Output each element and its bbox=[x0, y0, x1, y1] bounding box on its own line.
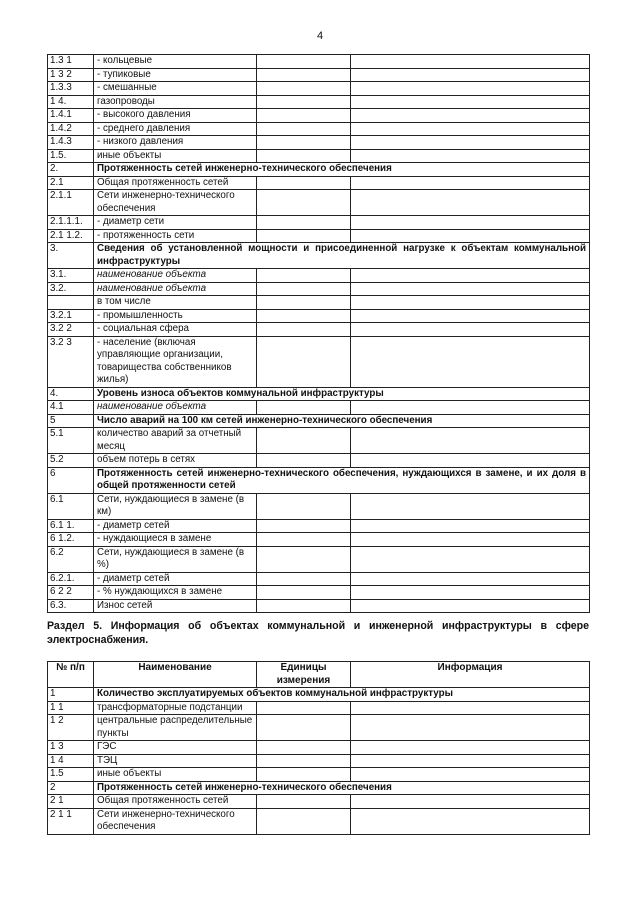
row-information bbox=[351, 296, 590, 310]
row-information bbox=[351, 493, 590, 519]
header-units: Единицы измерения bbox=[257, 662, 351, 688]
row-units bbox=[257, 216, 351, 230]
row-units bbox=[257, 586, 351, 600]
row-name: - промышленность bbox=[94, 309, 257, 323]
row-number: 4. bbox=[48, 387, 94, 401]
table-row bbox=[48, 586, 590, 600]
row-number: 6.3. bbox=[48, 599, 94, 613]
row-units bbox=[257, 454, 351, 468]
row-information bbox=[351, 82, 590, 96]
row-units bbox=[257, 533, 351, 547]
row-number: 6 2 2 bbox=[48, 586, 94, 600]
row-information bbox=[351, 454, 590, 468]
row-units bbox=[257, 309, 351, 323]
header-number: № п/п bbox=[48, 662, 94, 688]
row-number: 6.2.1. bbox=[48, 572, 94, 586]
table-row bbox=[48, 519, 590, 533]
table-row bbox=[48, 701, 590, 715]
row-number: 1.3 1 bbox=[48, 55, 94, 69]
row-number: 2.1.1.1. bbox=[48, 216, 94, 230]
row-units bbox=[257, 741, 351, 755]
row-information bbox=[351, 754, 590, 768]
row-units bbox=[257, 122, 351, 136]
row-number bbox=[48, 296, 94, 310]
row-information bbox=[351, 323, 590, 337]
row-number: 1 1 bbox=[48, 701, 94, 715]
row-name: центральные распределительные пункты bbox=[94, 715, 257, 741]
row-name: - тупиковые bbox=[94, 68, 257, 82]
table-row bbox=[48, 82, 590, 96]
row-number: 3. bbox=[48, 243, 94, 269]
row-name: наименование объекта bbox=[94, 269, 257, 283]
row-units bbox=[257, 190, 351, 216]
table-row bbox=[48, 163, 590, 177]
row-information bbox=[351, 190, 590, 216]
row-name: - высокого давления bbox=[94, 109, 257, 123]
header-name: Наименование bbox=[94, 662, 257, 688]
row-units bbox=[257, 572, 351, 586]
row-units bbox=[257, 701, 351, 715]
table-row bbox=[48, 309, 590, 323]
table-row bbox=[48, 754, 590, 768]
table-row bbox=[48, 599, 590, 613]
row-information bbox=[351, 572, 590, 586]
row-information bbox=[351, 216, 590, 230]
table-row bbox=[48, 795, 590, 809]
row-units bbox=[257, 768, 351, 782]
row-name: - диаметр сетей bbox=[94, 519, 257, 533]
row-number: 6.1 bbox=[48, 493, 94, 519]
row-number: 1.4.2 bbox=[48, 122, 94, 136]
table-row bbox=[48, 572, 590, 586]
table-row bbox=[48, 95, 590, 109]
row-number: 1 bbox=[48, 688, 94, 702]
row-information bbox=[351, 136, 590, 150]
row-information bbox=[351, 68, 590, 82]
table-row bbox=[48, 216, 590, 230]
row-units bbox=[257, 401, 351, 415]
row-number: 1 4. bbox=[48, 95, 94, 109]
row-information bbox=[351, 149, 590, 163]
row-units bbox=[257, 68, 351, 82]
row-information bbox=[351, 741, 590, 755]
row-number: 5.2 bbox=[48, 454, 94, 468]
row-name: иные объекты bbox=[94, 768, 257, 782]
row-units bbox=[257, 95, 351, 109]
row-name: Число аварий на 100 км сетей инженерно-технического обеспечения bbox=[94, 414, 590, 428]
row-number: 3.1. bbox=[48, 269, 94, 283]
row-units bbox=[257, 136, 351, 150]
row-information bbox=[351, 768, 590, 782]
row-information bbox=[351, 109, 590, 123]
row-information bbox=[351, 336, 590, 387]
row-number: 2 bbox=[48, 781, 94, 795]
row-information bbox=[351, 55, 590, 69]
table-row bbox=[48, 546, 590, 572]
row-name: объем потерь в сетях bbox=[94, 454, 257, 468]
table-row bbox=[48, 149, 590, 163]
row-number: 5.1 bbox=[48, 428, 94, 454]
row-information bbox=[351, 533, 590, 547]
row-number: 3.2 2 bbox=[48, 323, 94, 337]
table-row bbox=[48, 55, 590, 69]
row-number: 3.2.1 bbox=[48, 309, 94, 323]
row-units bbox=[257, 109, 351, 123]
row-units bbox=[257, 82, 351, 96]
row-name: - социальная сфера bbox=[94, 323, 257, 337]
row-number: 1 3 bbox=[48, 741, 94, 755]
infrastructure-table-continued bbox=[47, 54, 590, 613]
row-information bbox=[351, 229, 590, 243]
row-name: - диаметр сети bbox=[94, 216, 257, 230]
row-units bbox=[257, 715, 351, 741]
row-name: Общая протяженность сетей bbox=[94, 176, 257, 190]
page-number: 4 bbox=[316, 30, 324, 42]
row-name: ГЭС bbox=[94, 741, 257, 755]
row-name: - смешанные bbox=[94, 82, 257, 96]
table-row bbox=[48, 781, 590, 795]
row-name: - диаметр сетей bbox=[94, 572, 257, 586]
row-name: Количество эксплуатируемых объектов коммунальной инфраструктуры bbox=[94, 688, 590, 702]
row-units bbox=[257, 176, 351, 190]
row-information bbox=[351, 401, 590, 415]
row-name: Протяженность сетей инженерно-технического обеспечения bbox=[94, 781, 590, 795]
row-name: Сети инженерно-технического обеспечения bbox=[94, 190, 257, 216]
row-number: 3.2 3 bbox=[48, 336, 94, 387]
row-name: - низкого давления bbox=[94, 136, 257, 150]
row-number: 2.1.1 bbox=[48, 190, 94, 216]
row-units bbox=[257, 546, 351, 572]
row-number: 4.1 bbox=[48, 401, 94, 415]
row-name: Общая протяженность сетей bbox=[94, 795, 257, 809]
row-units bbox=[257, 808, 351, 834]
row-number: 1 4 bbox=[48, 754, 94, 768]
row-information bbox=[351, 428, 590, 454]
table-row bbox=[48, 768, 590, 782]
table-row bbox=[48, 414, 590, 428]
table-row bbox=[48, 688, 590, 702]
row-units bbox=[257, 282, 351, 296]
row-information bbox=[351, 808, 590, 834]
row-units bbox=[257, 754, 351, 768]
row-information bbox=[351, 795, 590, 809]
row-information bbox=[351, 282, 590, 296]
row-units bbox=[257, 55, 351, 69]
row-number: 6 bbox=[48, 467, 94, 493]
row-name: Сведения об установленной мощности и присоединенной нагрузке к объектам коммунальной инфраструктуры bbox=[94, 243, 590, 269]
row-name: Сети инженерно-технического обеспечения bbox=[94, 808, 257, 834]
row-units bbox=[257, 493, 351, 519]
row-units bbox=[257, 323, 351, 337]
row-name: иные объекты bbox=[94, 149, 257, 163]
row-name: Уровень износа объектов коммунальной инфраструктуры bbox=[94, 387, 590, 401]
row-units bbox=[257, 269, 351, 283]
table-row bbox=[48, 336, 590, 387]
row-name: Протяженность сетей инженерно-технического обеспечения bbox=[94, 163, 590, 177]
row-number: 2. bbox=[48, 163, 94, 177]
row-name: - % нуждающихся в замене bbox=[94, 586, 257, 600]
row-name: газопроводы bbox=[94, 95, 257, 109]
row-name: наименование объекта bbox=[94, 282, 257, 296]
row-name: Износ сетей bbox=[94, 599, 257, 613]
row-number: 1 3 2 bbox=[48, 68, 94, 82]
section-5-title: Раздел 5. Информация об объектах коммунальной и инженерной инфраструктуры в сфере электроснабжения. bbox=[47, 620, 589, 646]
table-row bbox=[48, 493, 590, 519]
table-row bbox=[48, 533, 590, 547]
row-name: наименование объекта bbox=[94, 401, 257, 415]
table-row bbox=[48, 428, 590, 454]
row-information bbox=[351, 599, 590, 613]
row-information bbox=[351, 701, 590, 715]
table-row bbox=[48, 269, 590, 283]
row-information bbox=[351, 519, 590, 533]
row-number: 1.5 bbox=[48, 768, 94, 782]
row-information bbox=[351, 176, 590, 190]
table-row bbox=[48, 467, 590, 493]
table-row bbox=[48, 176, 590, 190]
row-number: 1.4.1 bbox=[48, 109, 94, 123]
row-number: 1 2 bbox=[48, 715, 94, 741]
row-units bbox=[257, 336, 351, 387]
row-name: - кольцевые bbox=[94, 55, 257, 69]
row-units bbox=[257, 296, 351, 310]
row-number: 2.1 1.2. bbox=[48, 229, 94, 243]
table-header-row bbox=[48, 662, 590, 688]
row-information bbox=[351, 546, 590, 572]
row-number: 5 bbox=[48, 414, 94, 428]
header-information: Информация bbox=[351, 662, 590, 688]
row-number: 6 1.2. bbox=[48, 533, 94, 547]
table-row bbox=[48, 454, 590, 468]
row-number: 6.1 1. bbox=[48, 519, 94, 533]
table-row bbox=[48, 808, 590, 834]
row-number: 1.5. bbox=[48, 149, 94, 163]
table-row bbox=[48, 136, 590, 150]
row-information bbox=[351, 715, 590, 741]
row-units bbox=[257, 599, 351, 613]
row-information bbox=[351, 95, 590, 109]
row-information bbox=[351, 122, 590, 136]
row-name: - нуждающиеся в замене bbox=[94, 533, 257, 547]
electricity-infrastructure-table bbox=[47, 661, 590, 835]
row-information bbox=[351, 269, 590, 283]
table-row bbox=[48, 282, 590, 296]
table-row bbox=[48, 387, 590, 401]
row-information bbox=[351, 586, 590, 600]
row-name: Протяженность сетей инженерно-технического обеспечения, нуждающихся в замене, и их доля в общей протяженности сетей bbox=[94, 467, 590, 493]
table-row bbox=[48, 68, 590, 82]
row-units bbox=[257, 229, 351, 243]
row-number: 2.1 bbox=[48, 176, 94, 190]
row-name: количество аварий за отчетный месяц bbox=[94, 428, 257, 454]
row-number: 1.4.3 bbox=[48, 136, 94, 150]
row-units bbox=[257, 795, 351, 809]
table-row bbox=[48, 741, 590, 755]
row-name: - протяженность сети bbox=[94, 229, 257, 243]
row-number: 2 1 bbox=[48, 795, 94, 809]
table-row bbox=[48, 323, 590, 337]
row-number: 3.2. bbox=[48, 282, 94, 296]
table-row bbox=[48, 296, 590, 310]
row-name: в том числе bbox=[94, 296, 257, 310]
row-name: Сети, нуждающиеся в замене (в км) bbox=[94, 493, 257, 519]
row-units bbox=[257, 519, 351, 533]
table-row bbox=[48, 190, 590, 216]
row-units bbox=[257, 428, 351, 454]
row-number: 2 1 1 bbox=[48, 808, 94, 834]
row-number: 6.2 bbox=[48, 546, 94, 572]
row-name: ТЭЦ bbox=[94, 754, 257, 768]
table-row bbox=[48, 109, 590, 123]
row-units bbox=[257, 149, 351, 163]
row-number: 1.3.3 bbox=[48, 82, 94, 96]
table-row bbox=[48, 401, 590, 415]
table-row bbox=[48, 243, 590, 269]
row-name: Сети, нуждающиеся в замене (в %) bbox=[94, 546, 257, 572]
table-row bbox=[48, 122, 590, 136]
row-name: - население (включая управляющие организации, товарищества собственников жилья) bbox=[94, 336, 257, 387]
row-name: - среднего давления bbox=[94, 122, 257, 136]
row-name: трансформаторные подстанции bbox=[94, 701, 257, 715]
table-row bbox=[48, 715, 590, 741]
table-row bbox=[48, 229, 590, 243]
row-information bbox=[351, 309, 590, 323]
